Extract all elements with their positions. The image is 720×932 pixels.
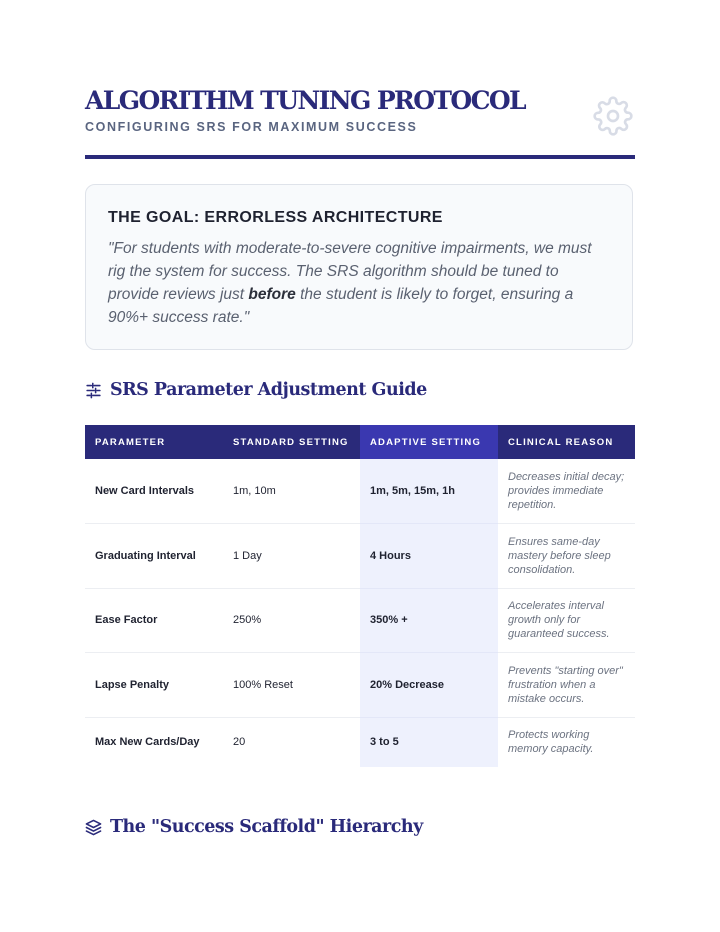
cell-reason: Decreases initial decay; provides immediate repetition.: [498, 459, 635, 523]
cell-parameter: Max New Cards/Day: [95, 736, 200, 749]
cell-standard: 250%: [223, 588, 360, 652]
cell-reason: Ensures same-day mastery before sleep consolidation.: [498, 523, 635, 588]
table-row: [85, 459, 635, 523]
goal-callout: [85, 184, 633, 350]
cell-parameter: Graduating Interval: [85, 523, 223, 588]
cell-standard: 1 Day: [223, 523, 360, 588]
table-header-row: [85, 425, 635, 459]
cell-reason: Protects working memory capacity.: [508, 729, 594, 756]
goal-quote-start: "For students with moderate-to-severe cognitive impairments, we must rig the system for success. The SRS algorithm should be tuned to provide reviews just: [108, 240, 592, 303]
cell-adaptive: 1m, 5m, 15m, 1h: [360, 459, 498, 523]
cell-standard: 100% Reset: [223, 652, 360, 717]
section-heading-scaffold: [85, 817, 423, 837]
cell-adaptive: 20% Decrease: [360, 652, 498, 717]
sliders-icon: [85, 382, 102, 399]
column-header-standard: STANDARD SETTING: [223, 425, 360, 459]
cell-reason: Accelerates interval growth only for guaranteed success.: [498, 588, 635, 652]
cell-standard: 20: [233, 736, 246, 749]
section-title-scaffold: The "Success Scaffold" Hierarchy: [110, 817, 423, 837]
section-title-parameters: SRS Parameter Adjustment Guide: [110, 380, 427, 400]
document-page: [85, 0, 635, 837]
page-title: ALGORITHM TUNING PROTOCOL: [85, 86, 526, 115]
cell-parameter: Ease Factor: [85, 588, 223, 652]
gear-icon: [593, 96, 633, 136]
page-subtitle: CONFIGURING SRS FOR MAXIMUM SUCCESS: [85, 120, 418, 134]
goal-title: THE GOAL: ERRORLESS ARCHITECTURE: [108, 209, 443, 226]
column-header-reason: CLINICAL REASON: [498, 425, 635, 459]
table-row: [85, 652, 635, 717]
cell-adaptive: 350% +: [360, 588, 498, 652]
page-header: [85, 0, 635, 159]
srs-parameter-table: [85, 425, 635, 767]
section-heading-parameters: [85, 380, 427, 400]
goal-quote-emphasis: before: [248, 286, 296, 303]
cell-parameter: Lapse Penalty: [85, 652, 223, 717]
table-row: [85, 523, 635, 588]
cell-standard: 1m, 10m: [223, 459, 360, 523]
cell-adaptive: 4 Hours: [360, 523, 498, 588]
column-header-parameter: PARAMETER: [85, 425, 223, 459]
column-header-adaptive: ADAPTIVE SETTING: [360, 425, 498, 459]
table-row: [85, 588, 635, 652]
layers-icon: [85, 819, 102, 836]
cell-reason: Prevents "starting over" frustration when a mistake occurs.: [498, 652, 635, 717]
goal-quote: [108, 237, 610, 329]
cell-adaptive: 3 to 5: [360, 717, 498, 767]
cell-parameter: New Card Intervals: [85, 459, 223, 523]
table-row: [85, 717, 635, 767]
goal-quote-end: the student is likely to forget, ensuring a 90%+ success rate.": [108, 286, 574, 326]
